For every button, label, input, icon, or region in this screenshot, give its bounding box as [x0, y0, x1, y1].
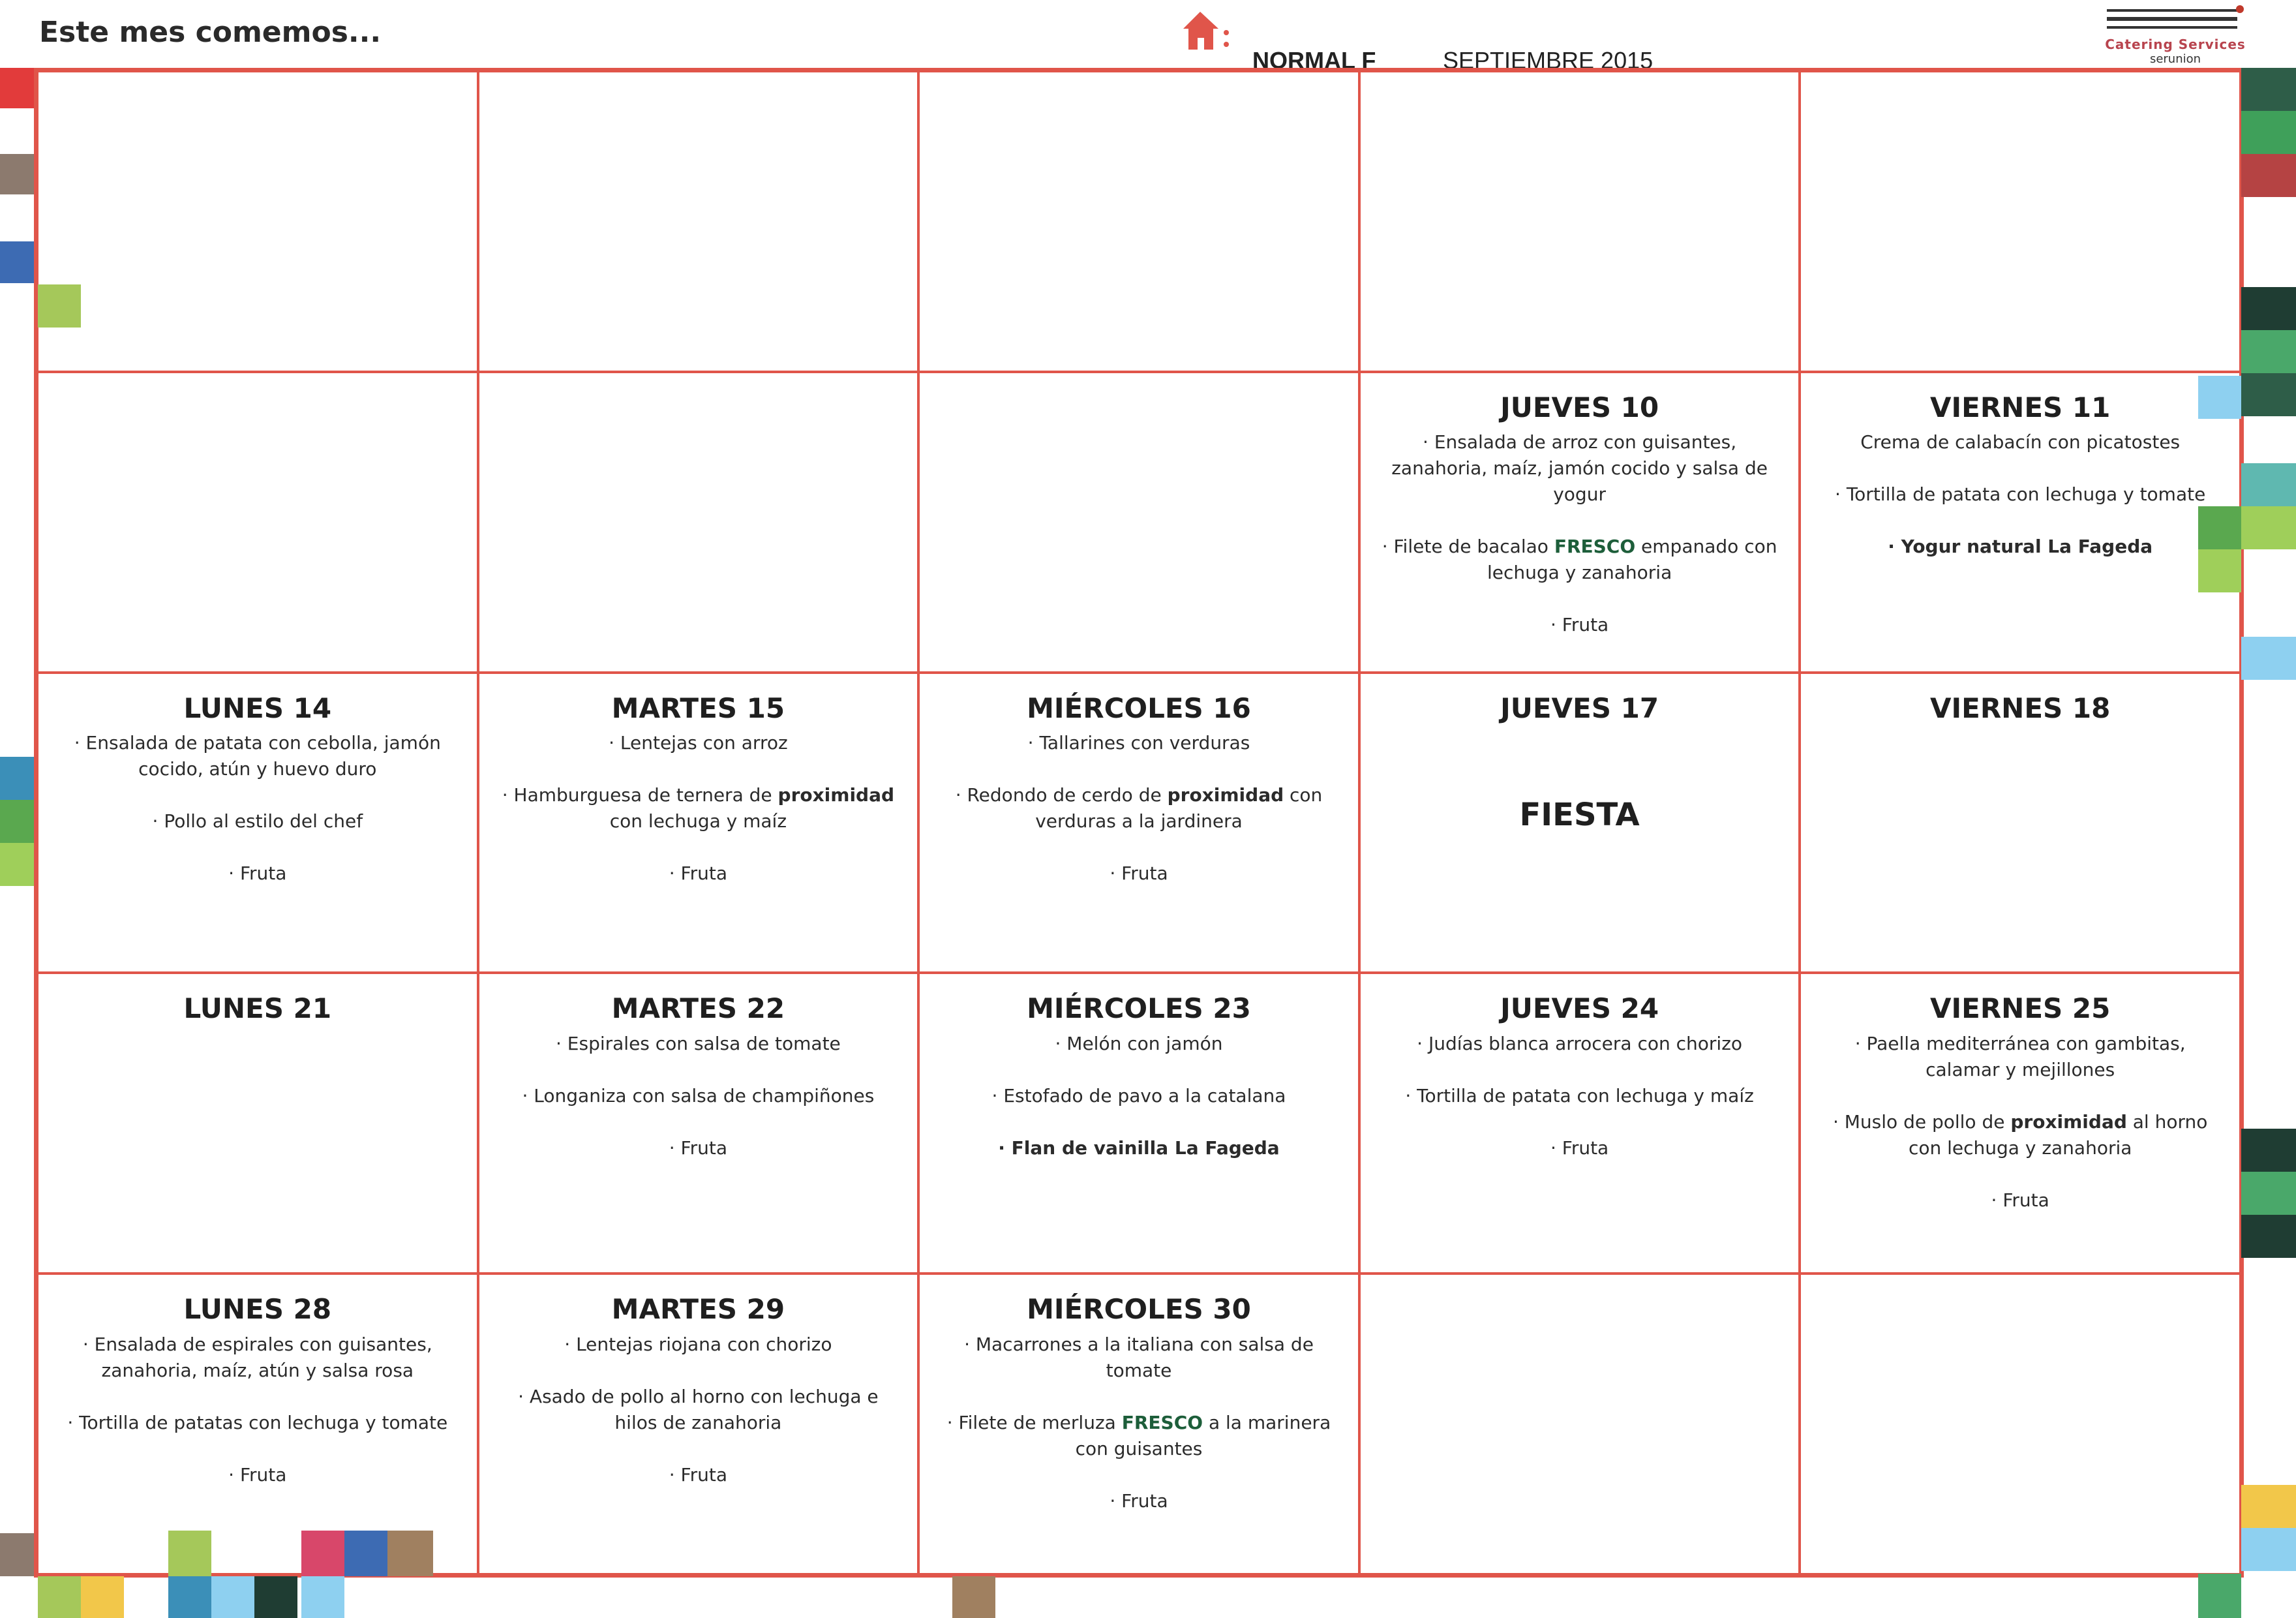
day-heading: JUEVES 10: [1500, 391, 1659, 423]
dish-item: · Tallarines con verduras: [1027, 731, 1250, 754]
day-cell: [37, 673, 478, 973]
dish-item: · Muslo de pollo de proximidad al horno con lechuga y zanahoria: [1832, 1110, 2208, 1159]
empty-day-cell: [1800, 71, 2241, 372]
dish-item: · Fruta: [1550, 1137, 1609, 1159]
dish-item: · Redondo de cerdo de proximidad con verduras a la jardinera: [955, 784, 1323, 832]
decor-square: [387, 1531, 433, 1576]
dish-item: · Flan de vainilla La Fageda: [998, 1137, 1280, 1159]
day-cell: [918, 1274, 1359, 1574]
day-heading: VIERNES 25: [1930, 992, 2111, 1025]
decor-square: [38, 1576, 81, 1618]
day-heading: LUNES 28: [183, 1293, 332, 1326]
day-cell: [1359, 973, 1800, 1274]
decor-square: [301, 1576, 344, 1618]
dish-item: · Filete de merluza FRESCO a la marinera con guisantes: [946, 1411, 1331, 1459]
dish-item: · Fruta: [669, 862, 728, 884]
dish-item: · Fruta: [1110, 1489, 1168, 1512]
dish-item: · Filete de bacalao FRESCO empanado con lechuga y zanahoria: [1382, 536, 1777, 584]
dish-item: · Fruta: [1550, 614, 1609, 636]
decor-square: [2241, 154, 2296, 197]
empty-day-cell: [37, 71, 478, 372]
alessa-logo-icon: [2107, 5, 2244, 34]
day-cell: [1800, 372, 2241, 673]
decor-square: [2241, 287, 2296, 330]
dish-item: · Ensalada de patata con cebolla, jamón cocido, atún y huevo duro: [74, 731, 441, 780]
day-heading: JUEVES 24: [1500, 992, 1659, 1025]
proximidad-tag: proximidad: [778, 784, 895, 806]
dish-item: · Tortilla de patatas con lechuga y tomate: [67, 1411, 448, 1433]
empty-day-cell: [1359, 1274, 1800, 1574]
decor-square: [168, 1531, 211, 1576]
empty-day-cell: [478, 372, 919, 673]
day-heading: MIÉRCOLES 23: [1027, 992, 1251, 1025]
menu-type-label: NORMAL F: [1252, 47, 1376, 74]
dish-item: · Tortilla de patata con lechuga y tomate: [1835, 483, 2206, 506]
dish-item: · Paella mediterránea con gambitas, calamar y mejillones: [1854, 1032, 2186, 1080]
dish-item: · Judías blanca arrocera con chorizo: [1417, 1032, 1743, 1054]
day-cell: [1359, 372, 1800, 673]
decor-square: [168, 1576, 211, 1618]
decor-square: [2198, 376, 2241, 419]
day-heading: LUNES 14: [183, 692, 332, 724]
fresco-tag: FRESCO: [1121, 1411, 1203, 1433]
day-cell: [37, 1274, 478, 1574]
day-heading: JUEVES 17: [1500, 692, 1659, 724]
dish-item: · Estofado de pavo a la catalana: [991, 1084, 1286, 1107]
day-cell: [478, 1274, 919, 1574]
decor-square: [2241, 1528, 2296, 1571]
empty-day-cell: [1359, 71, 1800, 372]
dish-item: · Ensalada de arroz con guisantes, zanahoria, maíz, jamón cocido y salsa de yogur: [1391, 431, 1768, 506]
proximidad-tag: proximidad: [2010, 1110, 2127, 1133]
decor-square: [2241, 463, 2296, 506]
decor-square: [2241, 68, 2296, 111]
menu-month-label: SEPTIEMBRE 2015: [1443, 47, 1654, 74]
empty-day-cell: [918, 71, 1359, 372]
dish-item: · Lentejas riojana con chorizo: [564, 1333, 832, 1355]
decor-square: [2241, 637, 2296, 680]
dish-item: · Lentejas con arroz: [609, 731, 788, 754]
dish-item: · Longaniza con salsa de champiñones: [522, 1084, 875, 1107]
day-cell: [918, 973, 1359, 1274]
dish-item: · Fruta: [228, 1463, 287, 1486]
fresco-tag: FRESCO: [1554, 536, 1636, 558]
holiday-label: FIESTA: [1519, 796, 1640, 833]
decor-square: [2241, 111, 2296, 154]
decor-square: [81, 1576, 124, 1618]
decor-square: [0, 241, 34, 283]
decor-square: [2241, 506, 2296, 549]
day-heading: VIERNES 11: [1930, 391, 2111, 423]
dish-item: · Ensalada de espirales con guisantes, zanahoria, maíz, atún y salsa rosa: [82, 1333, 432, 1381]
logo-sub-text: serunion: [2149, 52, 2201, 66]
logo-brand-text: Catering Services: [2105, 37, 2246, 52]
decor-square: [0, 1533, 34, 1576]
day-heading: MIÉRCOLES 16: [1027, 692, 1251, 724]
dish-item: · Hamburguesa de ternera de proximidad con lechuga y maíz: [502, 784, 895, 832]
dish-item: · Pollo al estilo del chef: [152, 810, 363, 832]
decor-square: [301, 1531, 344, 1576]
day-heading: VIERNES 18: [1930, 692, 2111, 724]
empty-day-cell: [37, 372, 478, 673]
decor-square: [211, 1576, 254, 1618]
day-heading: MIÉRCOLES 30: [1027, 1293, 1251, 1326]
decor-square: [0, 800, 34, 843]
decor-square: [0, 843, 34, 886]
decor-square: [0, 757, 34, 800]
dish-item: Crema de calabacín con picatostes: [1860, 431, 2181, 453]
day-cell: [478, 673, 919, 973]
day-cell: [1800, 973, 2241, 1274]
dish-item: · Fruta: [669, 1463, 728, 1486]
dish-item: · Fruta: [228, 862, 287, 884]
day-heading: MARTES 15: [611, 692, 785, 724]
decor-square: [952, 1576, 995, 1618]
decor-square: [38, 284, 81, 328]
decor-square: [2241, 1129, 2296, 1172]
empty-day-cell: [478, 71, 919, 372]
decor-square: [2198, 549, 2241, 592]
day-heading: MARTES 29: [611, 1293, 785, 1326]
dish-item: · Tortilla de patata con lechuga y maíz: [1405, 1084, 1754, 1107]
home-icon: [1181, 9, 1233, 56]
dish-item: · Fruta: [1991, 1189, 2049, 1211]
decor-square: [2241, 330, 2296, 373]
proximidad-tag: proximidad: [1167, 784, 1284, 806]
company-logo: [2100, 5, 2250, 66]
page-title: Este mes comemos...: [39, 16, 382, 49]
decor-square: [2241, 1172, 2296, 1215]
dish-item: · Melón con jamón: [1055, 1032, 1223, 1054]
menu-calendar: [34, 68, 2244, 1578]
day-cell: [478, 973, 919, 1274]
dish-item: · Macarrones a la italiana con salsa de tomate: [964, 1333, 1314, 1381]
day-cell: [1359, 673, 1800, 973]
dish-item: · Espirales con salsa de tomate: [555, 1032, 841, 1054]
empty-day-cell: [918, 372, 1359, 673]
decor-square: [254, 1576, 297, 1618]
decor-square: [2241, 373, 2296, 416]
decor-square: [2241, 1485, 2296, 1528]
dish-item: · Asado de pollo al horno con lechuga e hilos de zanahoria: [518, 1385, 879, 1433]
day-heading: LUNES 21: [183, 992, 332, 1025]
decor-square: [0, 154, 34, 194]
decor-square: [2198, 506, 2241, 549]
dish-item: · Yogur natural La Fageda: [1888, 536, 2153, 558]
day-cell: [1800, 673, 2241, 973]
day-cell: [37, 973, 478, 1274]
dish-item: · Fruta: [669, 1137, 728, 1159]
day-cell: [918, 673, 1359, 973]
dish-item: · Fruta: [1110, 862, 1168, 884]
decor-square: [2241, 1215, 2296, 1258]
decor-square: [0, 68, 34, 108]
day-heading: MARTES 22: [611, 992, 785, 1025]
decor-square: [2198, 1574, 2241, 1618]
empty-day-cell: [1800, 1274, 2241, 1574]
decor-square: [344, 1531, 387, 1576]
